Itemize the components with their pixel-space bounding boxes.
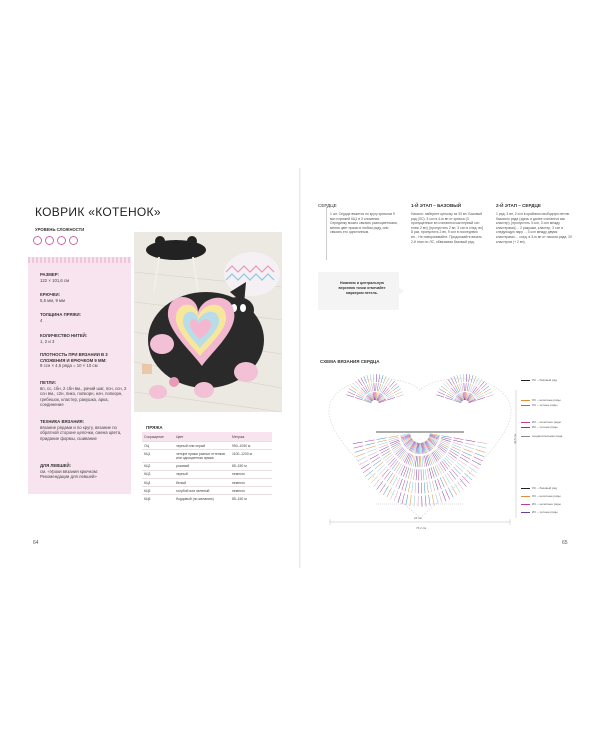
spec-strands [40,333,128,344]
stitch-mark [383,376,386,383]
stitch-mark [454,376,457,383]
stitch-mark [367,375,369,383]
stitch-mark [367,449,376,453]
stitch-mark [371,476,378,484]
stitch-mark [411,469,413,480]
legend-item [521,403,557,407]
legend-item [521,420,561,424]
stitch-mark [463,449,472,453]
stitch-mark [382,387,387,394]
table-cell: КЦ2 [142,462,174,470]
legend-label: ЛС – четные ряды [532,403,558,407]
legend-swatch [521,504,530,505]
stitch-mark [450,449,459,454]
legend-label: соединительная ряда [532,434,563,438]
spec-gauge [40,352,128,369]
stitch-mark [374,479,381,487]
stitch-mark [402,493,405,504]
stitch-mark [453,440,463,442]
stitch-mark [453,387,458,394]
heart-crochet-diagram [320,372,520,532]
stitch-mark [429,468,432,479]
spec-heading: ПЛОТНОСТЬ ПРИ ВЯЗАНИИ В 3 СЛОЖЕНИЯ И КРЮЧКОМ 9 ММ: [40,352,108,363]
spec-heading: КОЛИЧЕСТВО НИТЕЙ: [40,333,88,338]
spec-value: 4 [40,317,43,323]
stitch-mark [366,446,376,449]
heart-section-title: СЕРДЦЕ [318,203,337,208]
table-cell: голубой или зеленый [174,487,230,495]
legend-swatch [521,400,530,401]
heart-section-text: 1 шт. Сердце вяжется по кругу крючком 9 мм и пряжей КЦ1 в 3 сложения. Серединку можно связать разноцветными, меняя цвет пряжи в любом ряду, или связать его однотонным. [330,212,398,235]
legend-item [521,510,558,514]
dimension-width: 76,2 см [416,526,427,530]
stitch-mark [464,473,472,480]
spec-value: 5,5 мм, 9 мм [40,297,65,303]
stitch-mark [445,458,452,466]
table-row [142,450,272,462]
stitch-mark [443,459,450,467]
page-title: КОВРИК «КОТЕНОК» [35,205,161,219]
stitch-mark [364,376,367,383]
table-cell: ОЦ [142,442,174,450]
stitch-mark [469,467,477,473]
stitch-mark [429,495,430,506]
table-row [142,470,272,478]
stitch-mark [401,466,405,476]
page-number-right: 65 [562,540,568,546]
stitch-mark [415,456,416,467]
stitch-mark [469,374,470,382]
stage1-text: Начало: наберите цепочку из 33 вп. Базовый ряд (ЛС): 3 ссн в 4-ю вп от крючка (3 пропущенные вп считаются как первый ссн плюс 2 вп), [пропустить 2 вп, 3 ссн в след. вп] 8 раз, пропустить 2 вп, 9 ссн в последнюю вп... Не поворачивайте. Продолжайте вязать 2-й этап по ЛС, обвязывая базовый ряд. [411,212,483,244]
stitch-mark [415,482,416,493]
stitch-mark [349,389,356,393]
stitch-mark [436,493,439,504]
table-cell: КЦ5 [142,487,174,495]
stitch-mark [464,446,474,449]
stitch-mark [471,385,475,392]
legend-swatch [521,496,530,497]
stitch-mark [441,440,450,444]
table-cell: 85–150 м [230,462,272,470]
stitch-mark [394,491,398,501]
table-cell: 1100–1200 м [230,450,272,462]
stitch-mark [386,393,393,397]
legend-label: ИС – нечетные ряды [532,502,561,506]
stitch-mark [417,456,418,467]
stage2-title: 2-Й ЭТАП – СЕРДЦЕ [496,203,541,208]
stitch-mark [472,387,477,394]
stitch-mark [388,436,398,438]
callout-pointer [399,287,404,295]
stitch-mark [382,469,389,477]
stitch-mark [394,462,400,471]
stitch-mark [477,446,487,448]
stitch-mark [453,467,460,475]
stitch-mark [465,443,475,445]
book-gutter [299,168,301,568]
legend-item [521,434,562,438]
stitch-mark [455,465,463,472]
legend-item [521,502,561,506]
table-cell: немного [230,470,272,478]
stitch-mark [448,488,453,498]
table-header-row [142,432,272,442]
spec-value: 122 × 101,6 см [40,277,70,283]
stitch-mark [430,481,432,492]
table-header: Метраж [230,432,272,442]
difficulty-circle [69,236,78,245]
stitch-mark [451,469,458,477]
stitch-mark [410,495,411,506]
stitch-mark [365,385,369,392]
stitch-mark [365,440,375,442]
stitch-mark [348,392,355,395]
stitch-mark [416,469,417,480]
stitch-mark [423,456,424,467]
stitch-mark [467,383,468,391]
stitch-mark [358,391,364,396]
spec-heading: ДЛЯ ЛЕВШЕЙ: [40,463,72,468]
stitch-mark [370,374,371,382]
stitch-mark [399,479,403,489]
table-cell: КЦ4 [142,479,174,487]
stitch-mark [412,482,413,493]
legend-item [521,425,558,429]
stitch-mark [486,395,494,397]
table-cell: белый [174,479,230,487]
stitch-mark [450,451,459,456]
legend-item [521,398,561,402]
stitch-mark [476,393,483,397]
stitch-mark [386,456,394,463]
stitch-mark [470,464,479,469]
spec-stitches [40,380,128,408]
stitch-mark [471,375,473,383]
table-row [142,479,272,487]
table-cell: 950–1050 м [230,442,272,450]
stitch-mark [390,489,394,499]
stitch-mark [425,469,426,480]
stitch-mark [427,455,430,465]
spec-heading: ТЕХНИКА ВЯЗАНИЯ: [40,419,85,424]
stitch-mark [406,494,408,505]
stitch-mark [455,385,459,392]
page-number-left: 64 [33,540,39,546]
stitch-mark [442,491,446,501]
stitch-mark [385,390,391,395]
legend-label: ИС – четные ряды [532,510,558,514]
table-cell: четыре пряжи разных оттенков или одноцветная пряжа [174,450,230,462]
stitch-mark [460,374,461,382]
difficulty-circle [57,236,66,245]
table-header: Цвет [174,432,230,442]
stitch-mark [359,460,368,465]
stitch-mark [432,494,434,505]
stitch-mark [475,453,484,457]
stitch-mark [475,391,481,396]
stitch-mark [439,389,446,393]
stitch-mark [448,391,454,396]
table-row [142,462,272,470]
legend-item [521,494,561,498]
stitch-mark [382,451,391,456]
stitch-mark [484,389,491,393]
stitch-mark [449,471,455,479]
stitch-mark [477,442,487,444]
stitch-mark [475,390,481,395]
legend-swatch [521,488,530,489]
stitch-mark [365,470,373,477]
table-cell: КЦ1 [142,450,174,462]
spec-lefthanded [40,463,128,480]
spec-heading: ТОЛЩИНА ПРЯЖИ: [40,312,81,317]
difficulty-rating [33,236,78,245]
legend-swatch [521,380,530,381]
legend-swatch [521,422,530,423]
stitch-mark [473,388,478,394]
difficulty-circle [45,236,54,245]
legend-label: ЛС – базовый ряд [532,378,558,382]
stitch-mark [357,457,366,461]
spec-size [40,272,128,283]
stitch-mark [450,390,456,395]
stitch-mark [442,461,448,469]
difficulty-label: УРОВЕНЬ СЛОЖНОСТИ [35,227,85,232]
table-cell: розовый [174,462,230,470]
table-row [142,442,272,450]
stitch-mark [394,389,401,393]
stitch-mark [365,443,375,445]
stitch-mark [413,469,414,480]
stitch-mark [437,465,442,475]
stitch-mark [454,438,464,440]
legend-swatch [521,427,530,428]
table-cell: немного [230,487,272,495]
stitch-mark [442,436,452,438]
table-cell: бордовый (по желанию) [174,495,230,503]
stitch-mark [383,452,391,458]
stitch-mark [383,486,388,495]
stitch-mark [462,383,463,391]
yarn-caption: ПРЯЖА [146,425,163,430]
stitch-mark [448,452,456,458]
stitch-mark [377,438,387,440]
dimension-base: 24 см [414,516,422,520]
stitch-mark [390,459,397,467]
stitch-mark [377,383,378,391]
stitch-mark [453,442,463,445]
stitch-mark [436,395,444,397]
stitch-mark [410,455,413,465]
table-header: Сокращение [142,432,174,442]
stitch-mark [372,383,373,391]
legend-swatch [521,405,530,406]
kitten-rug-illustration [134,232,282,412]
stitch-mark [454,483,460,492]
stitch-mark [381,385,385,392]
stitch-mark [462,452,471,456]
spec-heading: РАЗМЕР: [40,272,59,277]
spec-technique [40,419,128,441]
table-row [142,487,272,495]
stitch-mark [354,446,364,448]
stitch-mark [377,440,387,442]
dimension-height: 44,5 см [513,433,517,444]
stitch-mark [363,467,371,473]
table-cell: КЦ3 [142,470,174,478]
stitch-mark [384,471,390,479]
stitch-mark [435,466,439,476]
stitch-mark [424,482,425,493]
spec-hooks [40,292,128,303]
stitch-mark [388,458,395,466]
stitch-mark [446,456,454,463]
stitch-mark [402,480,405,490]
stitch-mark [368,452,377,456]
spec-heading: ПЕТЛИ: [40,380,57,385]
table-cell: 85–150 м [230,495,272,503]
stitch-mark [396,395,404,397]
stitch-mark [390,440,399,444]
spec-value: см. «Уроки вязания крючком: Рекомендации для левшей» [40,468,98,479]
legend-swatch [521,512,530,513]
legend-label: ЛС – нечетные ряды [532,398,561,402]
stitch-mark [440,462,446,471]
stitch-mark [473,457,482,461]
stitch-mark [346,395,354,397]
stitch-mark [405,481,408,492]
stitch-mark [447,454,455,461]
stitch-mark [360,390,366,395]
stitch-mark [445,489,449,499]
stitch-mark [357,393,364,397]
legend-item [521,378,557,382]
stitch-mark [447,393,454,397]
spec-value: вязание рядами и по кругу, вязание по обратной стороне цепочки, смена цвета, придание формы, сшивание [40,424,122,441]
callout-note: Нижнюю и центральную верхнюю точки отмечайте маркером петель. [338,281,386,295]
stitch-mark [467,470,475,477]
stage2-text: 1 ряд: 3 вп, 2 ссн в крайнюю свободную петлю базового ряда (здесь и далее считается как кластер), [пропустить 3 ссн, 3 ссн между кластерами] ... 2 ракушки, кластер, 3 ссн в следующую пару ... 3 ссн между двумя кластерами ... соед. в 3-ю вп от начала ряда, 20 кластеров (+ 2 вп). [496,212,572,244]
stitch-mark [395,392,402,395]
stitch-mark [408,481,410,492]
stitch-mark [422,456,423,467]
stitch-mark [427,482,428,493]
legend-label: ЛС – базовый ряд [532,486,558,490]
stitch-mark [438,463,443,472]
legend-swatch [521,436,530,437]
stitch-mark [485,392,492,395]
yarn-table [142,432,272,503]
legend-label: ИС – четные ряды [532,425,558,429]
stitch-mark [423,469,424,480]
stitch-mark [476,449,486,452]
spec-value: 1, 2 и 3 [40,338,55,344]
stitch-mark [435,480,438,490]
legend-label: ИС – нечетные ряды [532,420,561,424]
stitch-mark [457,481,463,489]
stitch-mark [438,392,445,395]
stitch-mark [363,387,368,394]
stitch-mark [383,388,388,394]
stitch-mark [408,468,411,479]
table-cell: черный или серый [174,442,230,450]
table-cell: немного [230,479,272,487]
stitch-mark [379,467,386,475]
stitch-mark [439,492,442,502]
stitch-mark [379,374,380,382]
spec-yarn-weight [40,312,128,323]
stitch-mark [385,454,393,461]
stitch-mark [472,460,481,465]
stage1-title: 1-Й ЭТАП – БАЗОВЫЙ [411,203,462,208]
table-cell: черный [174,470,230,478]
difficulty-circle [33,236,42,245]
stitch-mark [396,463,401,472]
stitch-mark [465,440,475,442]
stitch-mark [378,442,388,445]
table-row [142,495,272,503]
scheme-title: СХЕМА ВЯЗАНИЯ СЕРДЦА [320,359,380,364]
stitch-mark [425,496,426,507]
stitch-mark [432,481,435,492]
stitch-mark [381,449,390,454]
stitch-mark [451,378,455,385]
stitch-mark [377,465,385,472]
spec-value: вп, сс, сбн, 2 сбн вм., рачий шаг, псн, ссн, 2 ссн вм., с2н, пико, попкорн, нач. попкорн, гребешок, кластер, ракушка, арка, соединение [40,385,127,407]
stitch-mark [361,388,366,394]
stitch-mark [451,486,456,495]
stitch-mark [475,378,479,385]
table-cell: КЦ6 [142,495,174,503]
stitch-mark [356,453,365,457]
product-photo [134,232,282,412]
stitch-mark [392,461,398,469]
stitch-mark [355,449,365,452]
stitch-mark [438,479,442,489]
spec-value: 9 ссн × 4,5 ряда = 10 × 10 см [40,363,98,368]
stitch-mark [398,465,403,475]
spec-heading: КРЮЧКИ: [40,292,61,297]
stitch-mark [385,391,391,396]
stitch-mark [451,388,456,394]
stitch-mark [414,496,415,507]
legend-item [521,486,557,490]
stitch-mark [353,442,363,444]
stitch-mark [427,469,429,480]
legend-label: ЛС – нечетные ряды [532,494,561,498]
